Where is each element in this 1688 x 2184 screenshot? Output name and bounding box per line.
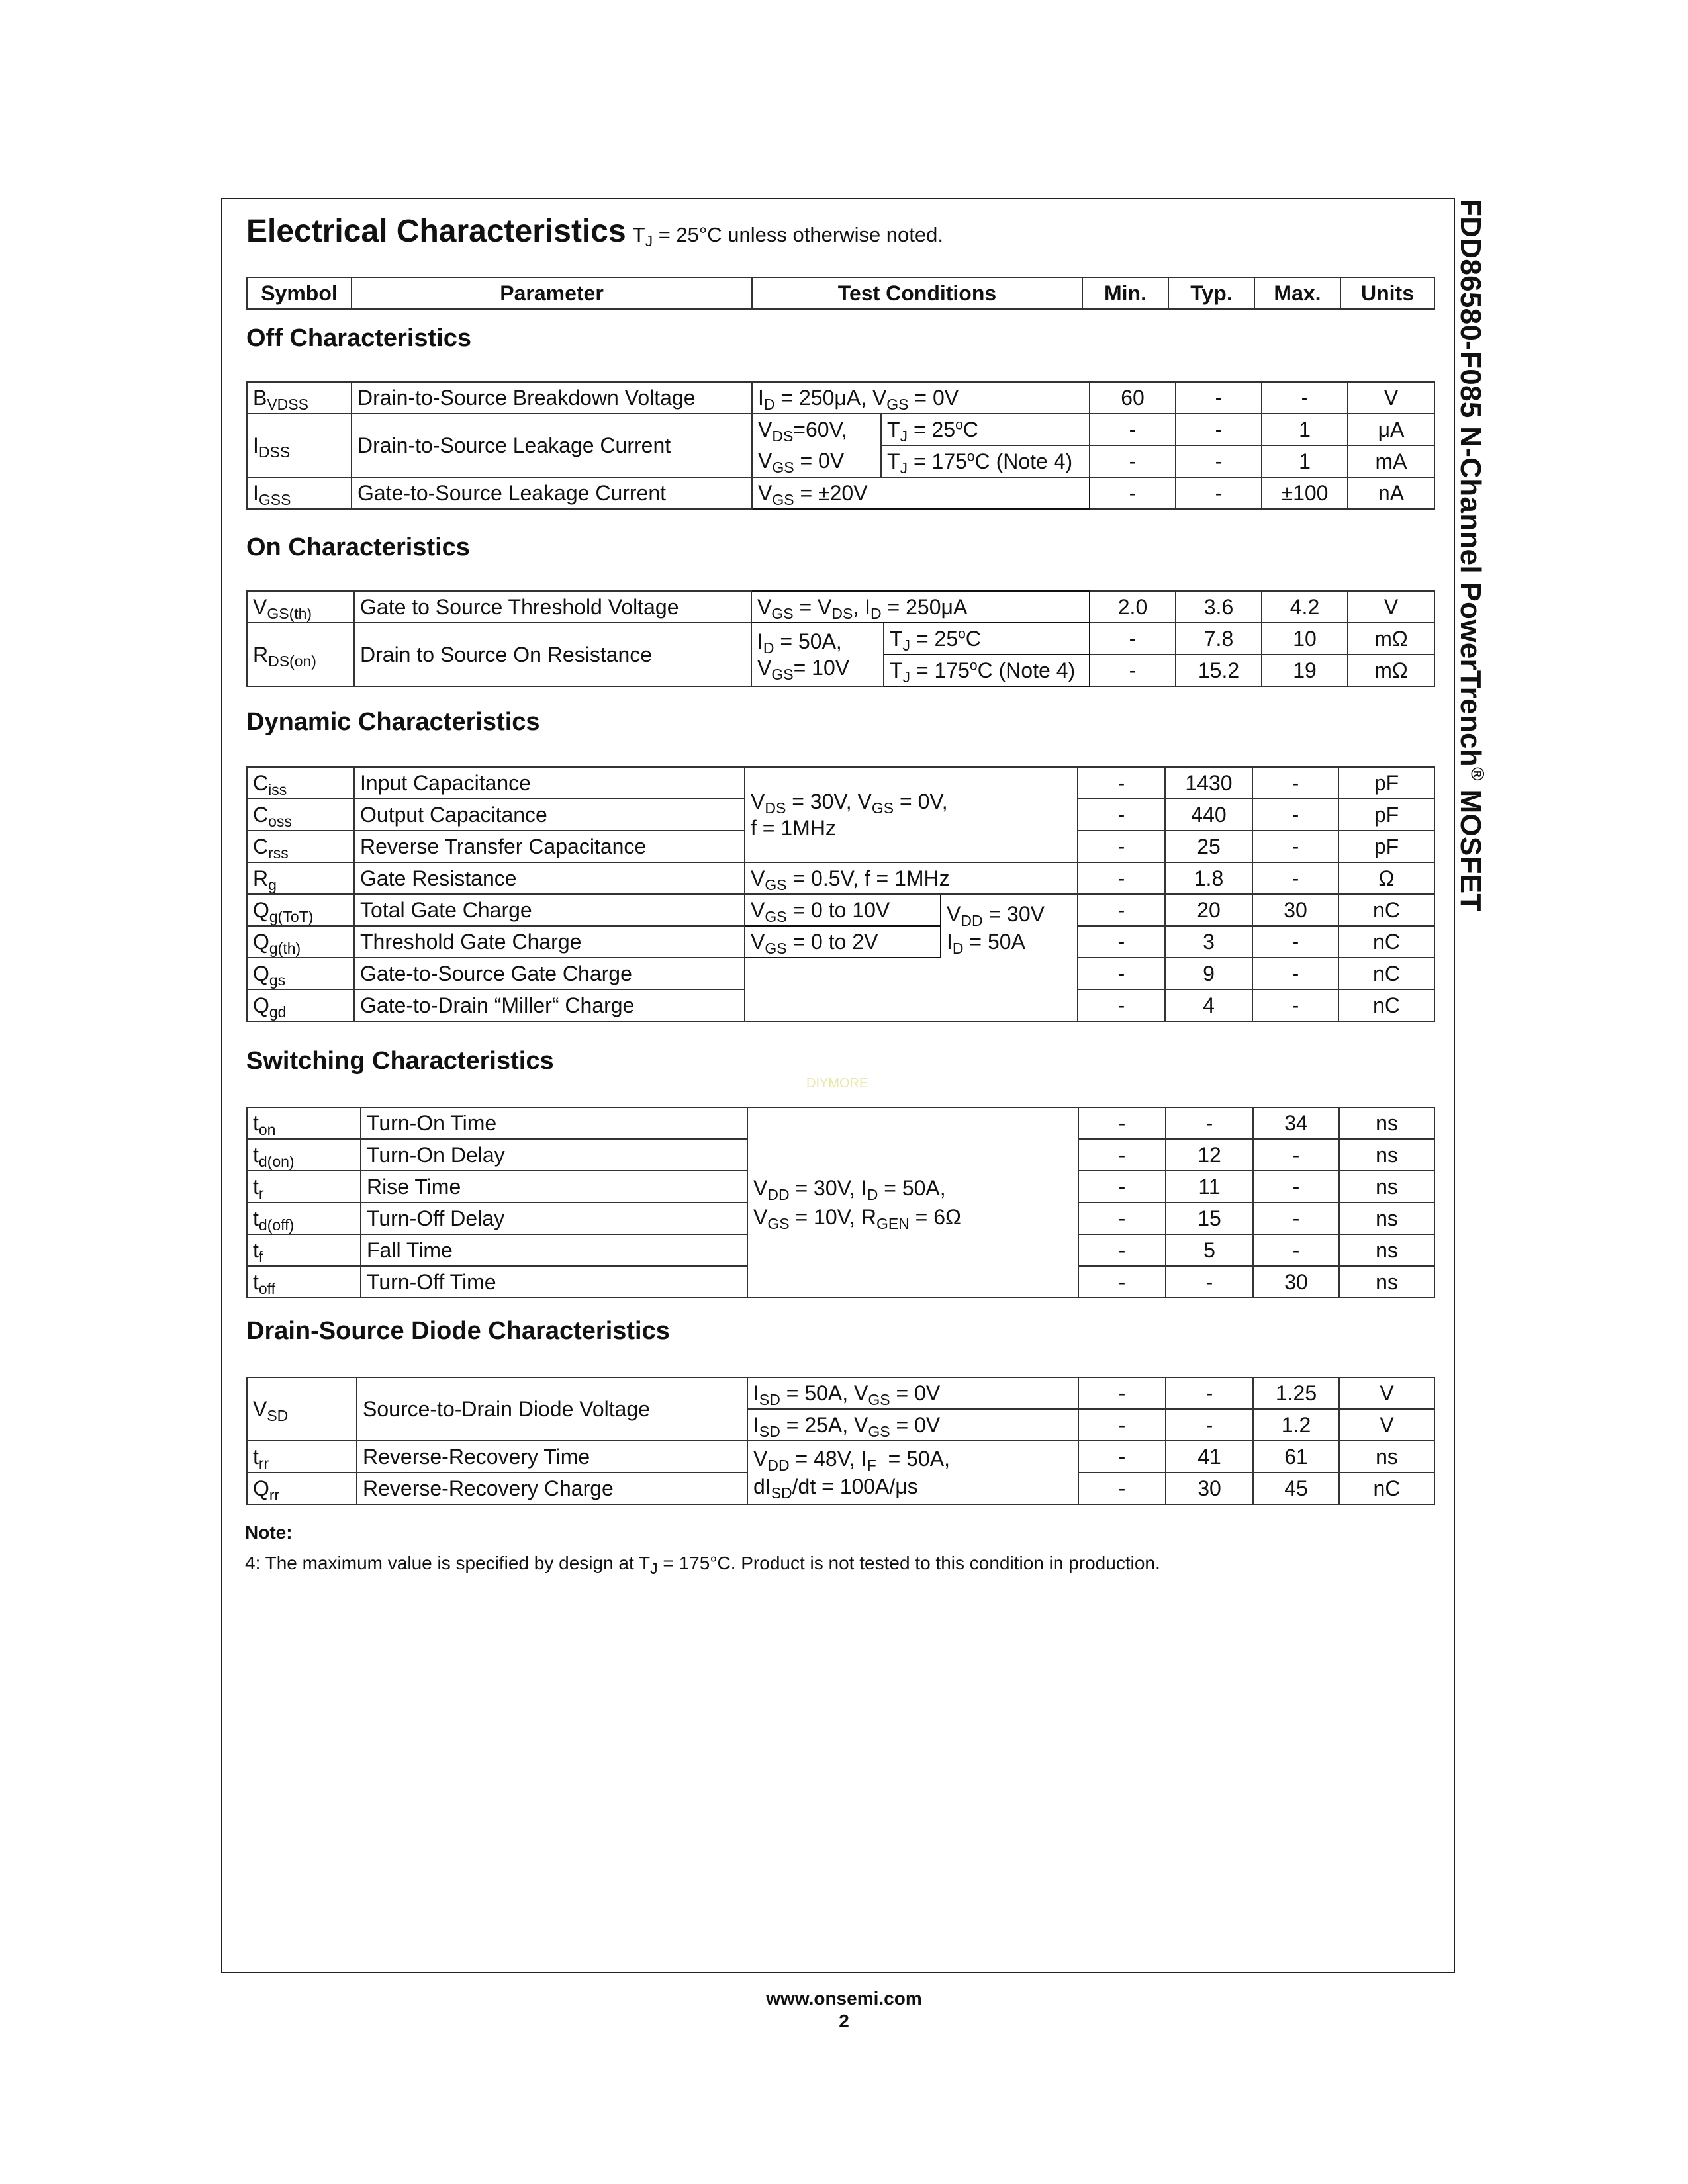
typ: - (1166, 1107, 1253, 1139)
col-max: Max. (1254, 277, 1340, 309)
condition: $T_J = 175^oC$ (Note 4) (881, 445, 1090, 477)
unit: mA (1348, 445, 1434, 477)
on-table (246, 590, 1435, 687)
symbol: $I_{GSS}$ (247, 477, 352, 509)
parameter: Turn-On Delay (361, 1139, 747, 1171)
min: 60 (1090, 382, 1176, 414)
condition: $I_D = 250\mu A$, $V_{GS} = 0V$ (752, 382, 1090, 414)
unit: ns (1339, 1171, 1434, 1203)
parameter: Gate-to-Source Leakage Current (352, 477, 752, 509)
max: 19 (1262, 655, 1348, 686)
max: - (1252, 989, 1338, 1021)
min: - (1078, 799, 1165, 831)
max: 1 (1262, 445, 1348, 477)
max: 4.2 (1262, 591, 1348, 623)
condition: $V_{DD} = 30V$ $I_D = 50A$ (941, 894, 1078, 1021)
min: - (1078, 894, 1165, 926)
parameter: Input Capacitance (354, 767, 745, 799)
unit: mΩ (1348, 655, 1434, 686)
footer-url[interactable]: www.onsemi.com (766, 1988, 922, 2009)
max: - (1252, 958, 1338, 989)
symbol: $t_{d(off)}$ (247, 1203, 361, 1234)
symbol: $Q_{g(ToT)}$ (247, 894, 354, 926)
symbol: $Q_{g(th)}$ (247, 926, 354, 958)
typ: 1430 (1165, 767, 1252, 799)
max: - (1253, 1234, 1339, 1266)
symbol: $t_{rr}$ (247, 1441, 357, 1473)
symbol: $t_{on}$ (247, 1107, 361, 1139)
typ: 1.8 (1165, 862, 1252, 894)
typ: 41 (1166, 1441, 1253, 1473)
parameter: Drain to Source On Resistance (354, 623, 751, 686)
max: - (1252, 799, 1338, 831)
typ: 25 (1165, 831, 1252, 862)
typ: 7.8 (1176, 623, 1262, 655)
min: 2.0 (1090, 591, 1176, 623)
parameter: Total Gate Charge (354, 894, 745, 926)
unit: nC (1338, 894, 1434, 926)
notes (245, 1522, 1160, 1577)
parameter: Gate Resistance (354, 862, 745, 894)
unit: ns (1339, 1441, 1434, 1473)
table-row (247, 767, 1434, 799)
min: - (1078, 831, 1165, 862)
min: - (1078, 1409, 1166, 1441)
symbol: $V_{GS(th)}$ (247, 591, 354, 623)
parameter: Output Capacitance (354, 799, 745, 831)
typ: 20 (1165, 894, 1252, 926)
section-dynamic: Dynamic Characteristics (246, 708, 540, 736)
unit: ns (1339, 1234, 1434, 1266)
typ: - (1166, 1377, 1253, 1409)
diode-table (246, 1377, 1435, 1505)
condition: $V_{GS} = 0$ to 2V (745, 926, 941, 958)
min: - (1078, 958, 1165, 989)
typ: 440 (1165, 799, 1252, 831)
min: - (1078, 1234, 1166, 1266)
unit: V (1348, 591, 1434, 623)
section-diode: Drain-Source Diode Characteristics (246, 1317, 670, 1345)
max: 34 (1253, 1107, 1339, 1139)
max: - (1252, 831, 1338, 862)
typ: 15 (1166, 1203, 1253, 1234)
symbol: $t_f$ (247, 1234, 361, 1266)
min: - (1078, 926, 1165, 958)
min: - (1078, 767, 1165, 799)
max: - (1253, 1203, 1339, 1234)
table-row (247, 1441, 1434, 1473)
condition: $I_{SD} = 25A$, $V_{GS} = 0V$ (747, 1409, 1078, 1441)
symbol: $t_r$ (247, 1171, 361, 1203)
unit: nC (1338, 926, 1434, 958)
min: - (1078, 989, 1165, 1021)
typ: - (1176, 382, 1262, 414)
condition: $I_D = 50A$, $V_{GS}= 10V$ (751, 623, 884, 686)
title-condition: $T_J = 25^\circ C$ unless otherwise noted. (632, 223, 943, 250)
unit: pF (1338, 799, 1434, 831)
page-title (246, 213, 943, 250)
unit: ns (1339, 1203, 1434, 1234)
max: 30 (1253, 1266, 1339, 1298)
min: - (1078, 1203, 1166, 1234)
typ: 5 (1166, 1234, 1253, 1266)
unit: V (1339, 1409, 1434, 1441)
condition: $T_J = 25^oC$ (881, 414, 1090, 445)
max: - (1252, 767, 1338, 799)
note-heading: Note: (245, 1522, 293, 1543)
parameter: Gate-to-Source Gate Charge (354, 958, 745, 989)
typ: - (1166, 1409, 1253, 1441)
symbol: $Q_{gs}$ (247, 958, 354, 989)
max: 10 (1262, 623, 1348, 655)
symbol: $C_{oss}$ (247, 799, 354, 831)
table-row (247, 414, 1434, 445)
table-row (247, 1377, 1434, 1409)
table-row (247, 958, 1434, 989)
col-conditions: Test Conditions (752, 277, 1082, 309)
symbol: $B_{VDSS}$ (247, 382, 352, 414)
unit: ns (1339, 1139, 1434, 1171)
parameter: Reverse-Recovery Charge (357, 1473, 747, 1504)
section-on: On Characteristics (246, 533, 470, 561)
symbol: $Q_{gd}$ (247, 989, 354, 1021)
min: - (1090, 623, 1176, 655)
min: - (1078, 1473, 1166, 1504)
max: 1.2 (1253, 1409, 1339, 1441)
min: - (1090, 477, 1176, 509)
dynamic-table (246, 766, 1435, 1022)
col-units: Units (1340, 277, 1434, 309)
min: - (1078, 1171, 1166, 1203)
min: - (1078, 1107, 1166, 1139)
table-row (247, 591, 1434, 623)
typ: 9 (1165, 958, 1252, 989)
max: 1.25 (1253, 1377, 1339, 1409)
parameter: Gate to Source Threshold Voltage (354, 591, 751, 623)
condition: $V_{DD} = 48V$, $I_F = 50A$, $dI_{SD}/dt = 100A/\mu s$ (747, 1441, 1078, 1504)
condition: $T_J = 175^oC$ (Note 4) (884, 655, 1090, 686)
min: - (1090, 655, 1176, 686)
symbol: $I_{DSS}$ (247, 414, 352, 477)
parameter: Fall Time (361, 1234, 747, 1266)
table-row (247, 862, 1434, 894)
unit: nC (1338, 958, 1434, 989)
unit: ns (1339, 1107, 1434, 1139)
header-table (246, 277, 1435, 310)
min: - (1078, 1266, 1166, 1298)
condition: $V_{DD} = 30V$, $I_D = 50A$, $V_{GS} = 10V$, $R_{GEN} = 6\Omega$ (747, 1107, 1078, 1298)
unit: nA (1348, 477, 1434, 509)
condition: $V_{GS} = \pm 20V$ (752, 477, 1090, 509)
max: ±100 (1262, 477, 1348, 509)
parameter: Turn-On Time (361, 1107, 747, 1139)
parameter: Turn-Off Delay (361, 1203, 747, 1234)
unit: pF (1338, 831, 1434, 862)
parameter: Reverse-Recovery Time (357, 1441, 747, 1473)
typ: - (1166, 1266, 1253, 1298)
table-row (247, 382, 1434, 414)
note-4: 4: The maximum value is specified by design at $T_J = 175^\circ C$. Product is not tested to this condition in production. (245, 1553, 1160, 1577)
table-row (247, 926, 1434, 958)
parameter: Reverse Transfer Capacitance (354, 831, 745, 862)
parameter: Turn-Off Time (361, 1266, 747, 1298)
min: - (1078, 862, 1165, 894)
col-symbol: Symbol (247, 277, 352, 309)
max: - (1252, 926, 1338, 958)
max: 30 (1252, 894, 1338, 926)
page-number: 2 (839, 2011, 849, 2031)
condition-blank (745, 958, 941, 1021)
unit: Ω (1338, 862, 1434, 894)
symbol: $V_{SD}$ (247, 1377, 357, 1441)
table-row (247, 623, 1434, 655)
switching-table (246, 1107, 1435, 1298)
col-parameter: Parameter (352, 277, 752, 309)
condition: $T_J = 25^oC$ (884, 623, 1090, 655)
symbol: $C_{rss}$ (247, 831, 354, 862)
unit: nC (1338, 989, 1434, 1021)
condition: $V_{GS} = 0V$ (752, 445, 881, 477)
max: 1 (1262, 414, 1348, 445)
side-title: FDD86580-F085 N-Channel PowerTrench® MOSFET (1454, 199, 1488, 912)
parameter: Gate-to-Drain “Miller“ Charge (354, 989, 745, 1021)
condition: $V_{DS} = 30V$, $V_{GS} = 0V$, f = 1MHz (745, 767, 1078, 862)
max: - (1253, 1171, 1339, 1203)
condition: $V_{GS} = 0.5V$, f = 1MHz (745, 862, 1078, 894)
symbol: $R_{DS(on)}$ (247, 623, 354, 686)
typ: 3 (1165, 926, 1252, 958)
off-table (246, 381, 1435, 510)
col-min: Min. (1082, 277, 1168, 309)
typ: - (1176, 414, 1262, 445)
typ: 12 (1166, 1139, 1253, 1171)
unit: V (1348, 382, 1434, 414)
symbol: $t_{d(on)}$ (247, 1139, 361, 1171)
unit: nC (1339, 1473, 1434, 1504)
max: - (1253, 1139, 1339, 1171)
parameter: Rise Time (361, 1171, 747, 1203)
table-row (247, 1107, 1434, 1139)
parameter: Drain-to-Source Leakage Current (352, 414, 752, 477)
max: - (1252, 862, 1338, 894)
condition: $V_{GS} = V_{DS}$, $I_D = 250\mu A$ (751, 591, 1090, 623)
max: - (1262, 382, 1348, 414)
unit: pF (1338, 767, 1434, 799)
min: - (1078, 1377, 1166, 1409)
section-switching: Switching Characteristics (246, 1047, 554, 1075)
typ: 4 (1165, 989, 1252, 1021)
table-row (247, 894, 1434, 926)
typ: - (1176, 477, 1262, 509)
parameter: Source-to-Drain Diode Voltage (357, 1377, 747, 1441)
typ: 30 (1166, 1473, 1253, 1504)
max: 45 (1253, 1473, 1339, 1504)
parameter: Drain-to-Source Breakdown Voltage (352, 382, 752, 414)
watermark: DIYMORE (806, 1076, 868, 1091)
table-row (247, 477, 1434, 509)
max: 61 (1253, 1441, 1339, 1473)
symbol: $Q_{rr}$ (247, 1473, 357, 1504)
unit: μA (1348, 414, 1434, 445)
title-main: Electrical Characteristics (246, 214, 626, 249)
min: - (1090, 414, 1176, 445)
symbol: $t_{off}$ (247, 1266, 361, 1298)
typ: 3.6 (1176, 591, 1262, 623)
parameter: Threshold Gate Charge (354, 926, 745, 958)
unit: ns (1339, 1266, 1434, 1298)
condition: $V_{DS}=60V$, (752, 414, 881, 445)
col-typ: Typ. (1168, 277, 1254, 309)
unit: mΩ (1348, 623, 1434, 655)
section-off: Off Characteristics (246, 324, 472, 352)
typ: 11 (1166, 1171, 1253, 1203)
symbol: $C_{iss}$ (247, 767, 354, 799)
typ: - (1176, 445, 1262, 477)
min: - (1078, 1139, 1166, 1171)
min: - (1078, 1441, 1166, 1473)
symbol: $R_g$ (247, 862, 354, 894)
footer (0, 1987, 1688, 2032)
min: - (1090, 445, 1176, 477)
condition: $V_{GS} = 0$ to 10V (745, 894, 941, 926)
condition: $I_{SD} = 50A$, $V_{GS} = 0V$ (747, 1377, 1078, 1409)
unit: V (1339, 1377, 1434, 1409)
typ: 15.2 (1176, 655, 1262, 686)
